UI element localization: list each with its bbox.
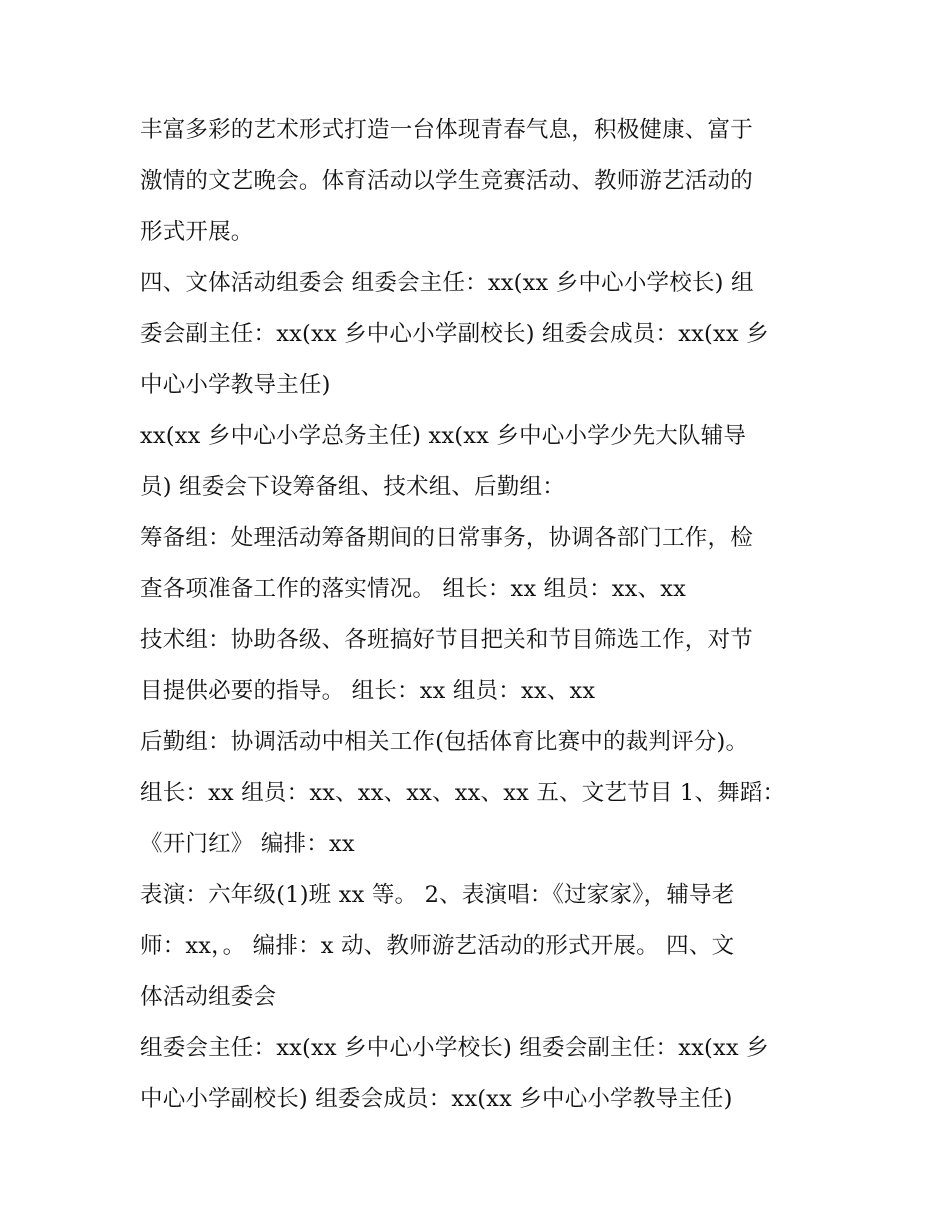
text-line: 形式开展。 [140, 219, 254, 245]
text-line: 体活动组委会 [140, 984, 277, 1010]
text-line: 查各项准备工作的落实情况。 组长：xx 组员：xx、xx [140, 576, 687, 602]
document-body [140, 105, 820, 1125]
text-line: 《开门红》 编排：xx [140, 831, 355, 857]
text-line: 四、文体活动组委会 组委会主任：xx(xx 乡中心小学校长) 组 [140, 270, 754, 296]
text-line: 目提供必要的指导。 组长：xx 组员：xx、xx [140, 678, 596, 704]
text-line: 筹备组：处理活动筹备期间的日常事务，协调各部门工作，检 [140, 525, 753, 551]
text-line: 激情的文艺晚会。体育活动以学生竞赛活动、教师游艺活动的 [140, 168, 753, 194]
text-line: 组长：xx 组员：xx、xx、xx、xx、xx 五、文艺节目 1、舞蹈： [140, 780, 786, 806]
text-line: 委会副主任：xx(xx 乡中心小学副校长) 组委会成员：xx(xx 乡 [140, 321, 769, 347]
text-line: 员) 组委会下设筹备组、技术组、后勤组： [140, 474, 565, 500]
text-line: 中心小学副校长) 组委会成员：xx(xx 乡中心小学教导主任) [140, 1086, 733, 1112]
text-line: xx(xx 乡中心小学总务主任) xx(xx 乡中心小学少先大队辅导 [140, 423, 747, 449]
text-line: 组委会主任：xx(xx 乡中心小学校长) 组委会副主任：xx(xx 乡 [140, 1035, 769, 1061]
text-line: 师：xx，。 编排：x 动、教师游艺活动的形式开展。 四、文 [140, 933, 735, 959]
text-line: 中心小学教导主任) [140, 372, 331, 398]
text-line: 后勤组：协调活动中相关工作(包括体育比赛中的裁判评分)。 [140, 729, 749, 755]
text-line: 丰富多彩的艺术形式打造一台体现青春气息，积极健康、富于 [140, 117, 753, 143]
text-line: 技术组：协助各级、各班搞好节目把关和节目筛选工作，对节 [140, 627, 753, 653]
text-line: 表演：六年级(1)班 xx 等。 2、表演唱：《过家家》，辅导老 [140, 882, 735, 908]
